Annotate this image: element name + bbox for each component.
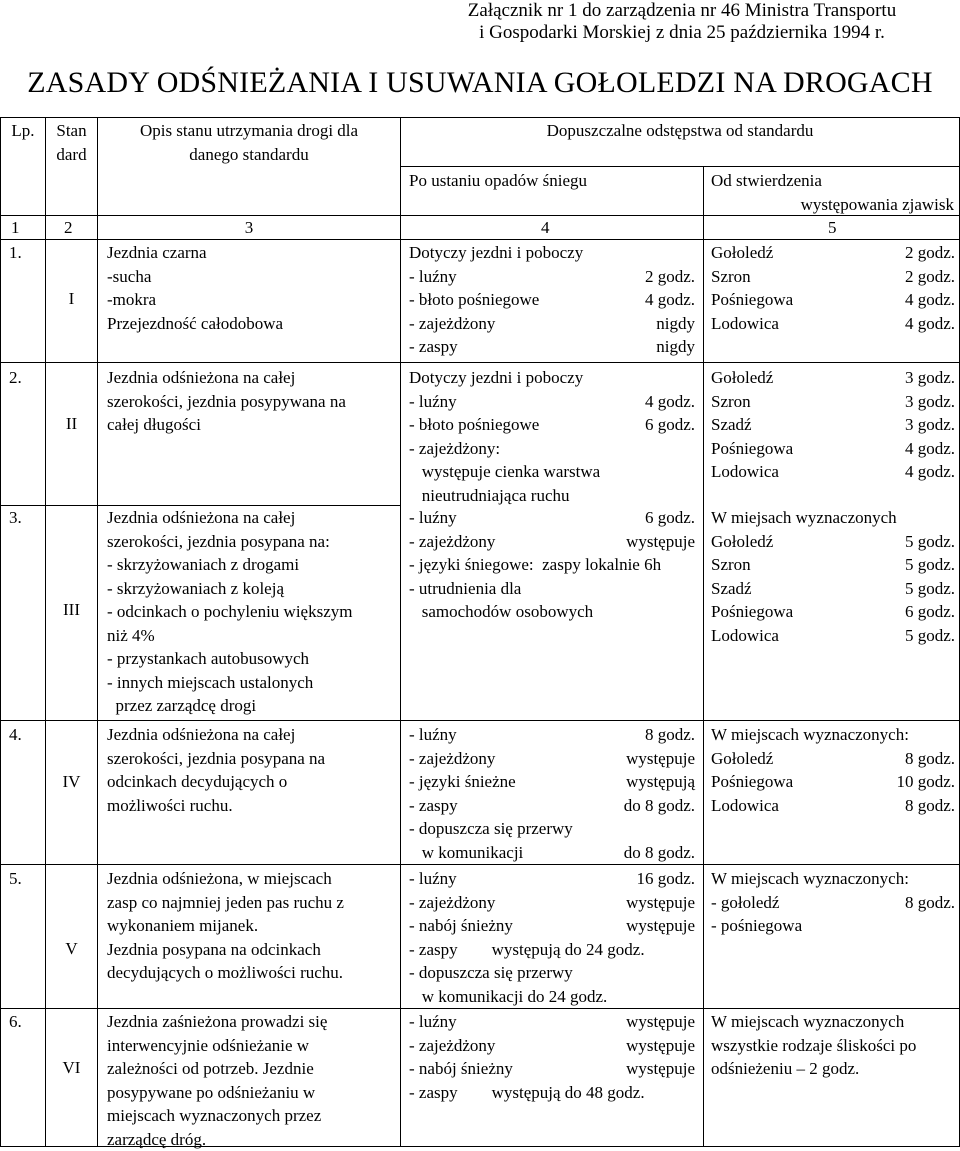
row-after-snowfall (409, 723, 695, 864)
phenomena-label: Pośniegowa (711, 600, 793, 624)
row-phenomena (711, 867, 955, 938)
after-snowfall-line (409, 265, 695, 289)
phenomena-line (711, 366, 955, 390)
phenomena-line (711, 723, 955, 747)
after-snowfall-line (409, 484, 695, 508)
phenomena-label: wszystkie rodzaje śliskości po (711, 1034, 916, 1058)
phenomena-line (711, 460, 955, 484)
description-line: - skrzyżowaniach z koleją (107, 577, 353, 601)
phenomena-value: 8 godz. (905, 891, 955, 915)
after-snowfall-line (409, 817, 695, 841)
after-snowfall-value: nigdy (656, 335, 695, 359)
header-standard: Stan dard (46, 119, 97, 166)
phenomena-line (711, 867, 955, 891)
after-snowfall-line (409, 335, 695, 359)
row-lp: 5. (9, 867, 22, 891)
phenomena-label: Pośniegowa (711, 288, 793, 312)
after-snowfall-line (409, 577, 695, 601)
after-snowfall-label: - luźny (409, 265, 457, 289)
description-line: Jezdnia odśnieżona na całej (107, 723, 325, 747)
after-snowfall-value: 8 godz. (645, 723, 695, 747)
after-snowfall-label: - zaspy występują do 24 godz. (409, 938, 645, 962)
description-line: Jezdnia zaśnieżona prowadzi się (107, 1010, 327, 1034)
after-snowfall-line (409, 366, 695, 390)
row-description (107, 723, 325, 817)
description-line: szerokości, jezdnia posypana na: (107, 530, 353, 554)
phenomena-value: 8 godz. (905, 794, 955, 818)
after-snowfall-line (409, 437, 695, 461)
after-snowfall-label: występuje cienka warstwa (409, 460, 600, 484)
phenomena-label: odśnieżeniu – 2 godz. (711, 1057, 859, 1081)
after-snowfall-label: - języki śnieżne (409, 770, 516, 794)
after-snowfall-line (409, 770, 695, 794)
phenomena-label: Pośniegowa (711, 770, 793, 794)
phenomena-line (711, 241, 955, 265)
description-line: Jezdnia odśnieżona na całej (107, 506, 353, 530)
phenomena-value: 2 godz. (905, 241, 955, 265)
description-line: zasp co najmniej jeden pas ruchu z (107, 891, 344, 915)
after-snowfall-line (409, 985, 695, 1009)
description-line: interwencyjnie odśnieżanie w (107, 1034, 327, 1058)
phenomena-label: Pośniegowa (711, 437, 793, 461)
after-snowfall-value: występuje (626, 891, 695, 915)
after-snowfall-line (409, 506, 695, 530)
after-snowfall-label: - luźny (409, 723, 457, 747)
phenomena-line (711, 1010, 955, 1034)
after-snowfall-label: - zaspy (409, 794, 458, 818)
after-snowfall-label: - utrudnienia dla (409, 577, 521, 601)
phenomena-value: 4 godz. (905, 437, 955, 461)
row-after-snowfall (409, 506, 695, 624)
phenomena-line (711, 288, 955, 312)
after-snowfall-label: samochodów osobowych (409, 600, 593, 624)
row-standard: II (46, 412, 97, 436)
after-snowfall-line (409, 891, 695, 915)
after-snowfall-line (409, 288, 695, 312)
row-after-snowfall (409, 1010, 695, 1104)
phenomena-label: Lodowica (711, 624, 779, 648)
after-snowfall-value: 6 godz. (645, 413, 695, 437)
phenomena-value: 5 godz. (905, 553, 955, 577)
row-phenomena (711, 506, 955, 647)
phenomena-line (711, 312, 955, 336)
phenomena-line (711, 265, 955, 289)
phenomena-label: Gołoledź (711, 747, 773, 771)
row-phenomena (711, 366, 955, 484)
description-line: szerokości, jezdnia posypywana na (107, 390, 346, 414)
phenomena-line (711, 577, 955, 601)
phenomena-line (711, 770, 955, 794)
row-divider-3 (0, 720, 960, 721)
phenomena-label: - gołoledź (711, 891, 779, 915)
after-snowfall-line (409, 600, 695, 624)
after-snowfall-line (409, 723, 695, 747)
row-after-snowfall (409, 241, 695, 359)
row-standard: V (46, 937, 97, 961)
description-line: -sucha (107, 265, 283, 289)
row-divider-4 (0, 864, 960, 865)
phenomena-label: Szadź (711, 413, 752, 437)
phenomena-line (711, 1057, 955, 1081)
after-snowfall-label: - błoto pośniegowe (409, 413, 539, 437)
phenomena-value: 5 godz. (905, 624, 955, 648)
row-standard: VI (46, 1056, 97, 1080)
after-snowfall-line (409, 241, 695, 265)
phenomena-line (711, 624, 955, 648)
phenomena-value: 5 godz. (905, 530, 955, 554)
after-snowfall-label: w komunikacji do 24 godz. (409, 985, 607, 1009)
phenomena-label: W miejscach wyznaczonych: (711, 867, 909, 891)
row-description (107, 867, 344, 985)
after-snowfall-label: - luźny (409, 390, 457, 414)
description-line: przez zarządcę drogi (107, 694, 353, 718)
phenomena-label: Szron (711, 553, 751, 577)
row-after-snowfall (409, 867, 695, 1008)
description-line: wykonaniem mijanek. (107, 914, 344, 938)
after-snowfall-label: w komunikacji (409, 841, 523, 865)
phenomena-line (711, 914, 955, 938)
after-snowfall-value: nigdy (656, 312, 695, 336)
description-line: miejscach wyznaczonych przez (107, 1104, 327, 1128)
phenomena-line (711, 794, 955, 818)
after-snowfall-line (409, 530, 695, 554)
phenomena-label: W miejscach wyznaczonych: (711, 723, 909, 747)
page-title: ZASADY ODŚNIEŻANIA I USUWANIA GOŁOLEDZI NA DROGACH (0, 66, 960, 100)
after-snowfall-line (409, 460, 695, 484)
col-divider-1 (45, 117, 46, 1147)
col-number-3: 3 (98, 216, 400, 240)
after-snowfall-line (409, 794, 695, 818)
after-snowfall-line (409, 841, 695, 865)
description-line: - przystankach autobusowych (107, 647, 353, 671)
after-snowfall-label: - dopuszcza się przerwy (409, 961, 573, 985)
row-lp: 3. (9, 506, 22, 530)
phenomena-value: 5 godz. (905, 577, 955, 601)
after-snowfall-label: - zajeżdżony (409, 312, 495, 336)
description-line: - odcinkach o pochyleniu większym (107, 600, 353, 624)
phenomena-line (711, 747, 955, 771)
header-line-1: Załącznik nr 1 do zarządzenia nr 46 Ministra Transportu (412, 0, 952, 22)
header-odstepstwa: Dopuszczalne odstępstwa od standardu (401, 119, 959, 143)
description-line: odcinkach decydujących o (107, 770, 325, 794)
after-snowfall-value: występują (626, 770, 695, 794)
row-after-snowfall (409, 366, 695, 507)
after-snowfall-label: - zajeżdżony: (409, 437, 500, 461)
description-line: zależności od potrzeb. Jezdnie (107, 1057, 327, 1081)
after-snowfall-line (409, 1034, 695, 1058)
after-snowfall-label: - zajeżdżony (409, 747, 495, 771)
row-lp: 2. (9, 366, 22, 390)
phenomena-label: - pośniegowa (711, 914, 802, 938)
col-divider-3 (400, 117, 401, 1147)
description-line: - innych miejscach ustalonych (107, 671, 353, 695)
after-snowfall-line (409, 961, 695, 985)
description-line: - skrzyżowaniach z drogami (107, 553, 353, 577)
description-line: Przejezdność całodobowa (107, 312, 283, 336)
table-border-top (0, 117, 960, 118)
after-snowfall-line (409, 390, 695, 414)
phenomena-line (711, 600, 955, 624)
description-line: Jezdnia odśnieżona, w miejscach (107, 867, 344, 891)
after-snowfall-value: do 8 godz. (624, 841, 695, 865)
phenomena-label: W miejscach wyznaczonych (711, 1010, 904, 1034)
phenomena-line (711, 891, 955, 915)
phenomena-value: 4 godz. (905, 460, 955, 484)
header-lp: Lp. (1, 119, 45, 143)
phenomena-line (711, 390, 955, 414)
phenomena-label: Szadź (711, 577, 752, 601)
phenomena-value: 3 godz. (905, 366, 955, 390)
after-snowfall-line (409, 1081, 695, 1105)
description-line: Jezdnia odśnieżona na całej (107, 366, 346, 390)
after-snowfall-line (409, 1010, 695, 1034)
after-snowfall-value: występuje (626, 1010, 695, 1034)
after-snowfall-label: - zajeżdżony (409, 1034, 495, 1058)
phenomena-label: Lodowica (711, 794, 779, 818)
after-snowfall-line (409, 1057, 695, 1081)
row-lp: 6. (9, 1010, 22, 1034)
after-snowfall-label: - błoto pośniegowe (409, 288, 539, 312)
after-snowfall-label: - luźny (409, 1010, 457, 1034)
after-snowfall-label: - zaspy (409, 335, 458, 359)
row-lp: 1. (9, 241, 22, 265)
phenomena-line (711, 553, 955, 577)
after-snowfall-label: - zajeżdżony (409, 530, 495, 554)
after-snowfall-value: 4 godz. (645, 390, 695, 414)
after-snowfall-label: - języki śniegowe: zaspy lokalnie 6h (409, 553, 661, 577)
phenomena-value: 10 godz. (896, 770, 955, 794)
after-snowfall-line (409, 553, 695, 577)
description-line: możliwości ruchu. (107, 794, 325, 818)
description-line: posypywane po odśnieżaniu w (107, 1081, 327, 1105)
row-standard: III (46, 598, 97, 622)
phenomena-value: 4 godz. (905, 288, 955, 312)
after-snowfall-value: 16 godz. (636, 867, 695, 891)
col-number-1: 1 (11, 216, 20, 240)
header-divider (401, 166, 960, 167)
after-snowfall-label: - dopuszcza się przerwy (409, 817, 573, 841)
after-snowfall-value: występuje (626, 530, 695, 554)
col-number-4: 4 (541, 216, 550, 240)
after-snowfall-line (409, 938, 695, 962)
phenomena-line (711, 1034, 955, 1058)
after-snowfall-value: występuje (626, 1034, 695, 1058)
description-line: Jezdnia posypana na odcinkach (107, 938, 344, 962)
after-snowfall-line (409, 413, 695, 437)
row-description (107, 506, 353, 718)
document-header (412, 0, 952, 44)
phenomena-label: Lodowica (711, 312, 779, 336)
phenomena-label: Gołoledź (711, 530, 773, 554)
phenomena-label: Szron (711, 390, 751, 414)
phenomena-line (711, 413, 955, 437)
col-number-2: 2 (64, 216, 73, 240)
row-divider-5 (0, 1008, 960, 1009)
row-phenomena (711, 241, 955, 335)
row-standard: IV (46, 770, 97, 794)
phenomena-value: 3 godz. (905, 390, 955, 414)
after-snowfall-value: 4 godz. (645, 288, 695, 312)
after-snowfall-label: - nabój śnieżny (409, 1057, 513, 1081)
after-snowfall-line (409, 312, 695, 336)
after-snowfall-label: - nabój śnieżny (409, 914, 513, 938)
after-snowfall-label: - luźny (409, 506, 457, 530)
after-snowfall-label: Dotyczy jezdni i poboczy (409, 241, 583, 265)
after-snowfall-label: - luźny (409, 867, 457, 891)
after-snowfall-label: Dotyczy jezdni i poboczy (409, 366, 583, 390)
row-description (107, 1010, 327, 1151)
row-description (107, 241, 283, 335)
col-divider-2 (97, 117, 98, 1147)
description-line: niż 4% (107, 624, 353, 648)
after-snowfall-value: występuje (626, 914, 695, 938)
phenomena-label: Lodowica (711, 460, 779, 484)
row-lp: 4. (9, 723, 22, 747)
row-standard: I (46, 287, 97, 311)
header-po-ustaniu: Po ustaniu opadów śniegu (409, 169, 587, 193)
after-snowfall-line (409, 867, 695, 891)
row-phenomena (711, 1010, 955, 1081)
col-divider-4 (703, 166, 704, 1147)
after-snowfall-label: nieutrudniająca ruchu (409, 484, 570, 508)
phenomena-line (711, 506, 955, 530)
phenomena-line (711, 530, 955, 554)
phenomena-value: 4 godz. (905, 312, 955, 336)
phenomena-value: 6 godz. (905, 600, 955, 624)
phenomena-line (711, 437, 955, 461)
header-opis: Opis stanu utrzymania drogi dla danego standardu (98, 119, 400, 166)
after-snowfall-value: występuje (626, 1057, 695, 1081)
after-snowfall-label: - zaspy występują do 48 godz. (409, 1081, 645, 1105)
after-snowfall-label: - zajeżdżony (409, 891, 495, 915)
phenomena-label: Gołoledź (711, 366, 773, 390)
header-od-stwierdzenia: Od stwierdzenia występowania zjawisk (711, 169, 954, 216)
description-line: Jezdnia czarna (107, 241, 283, 265)
phenomena-value: 3 godz. (905, 413, 955, 437)
description-line: decydujących o możliwości ruchu. (107, 961, 344, 985)
after-snowfall-value: 2 godz. (645, 265, 695, 289)
after-snowfall-line (409, 747, 695, 771)
phenomena-value: 2 godz. (905, 265, 955, 289)
table-border-left (0, 117, 1, 1147)
phenomena-label: Szron (711, 265, 751, 289)
description-line: -mokra (107, 288, 283, 312)
phenomena-label: Gołoledź (711, 241, 773, 265)
row-description (107, 366, 346, 437)
row-phenomena (711, 723, 955, 817)
after-snowfall-value: do 8 godz. (624, 794, 695, 818)
description-line: zarządcę dróg. (107, 1128, 327, 1151)
phenomena-label: W miejsach wyznaczonych (711, 506, 897, 530)
description-line: szerokości, jezdnia posypana na (107, 747, 325, 771)
after-snowfall-value: występuje (626, 747, 695, 771)
col-number-5: 5 (828, 216, 837, 240)
row-divider-1 (0, 362, 960, 363)
phenomena-value: 8 godz. (905, 747, 955, 771)
header-line-2: i Gospodarki Morskiej z dnia 25 października 1994 r. (412, 22, 952, 44)
after-snowfall-value: 6 godz. (645, 506, 695, 530)
description-line: całej długości (107, 413, 346, 437)
after-snowfall-line (409, 914, 695, 938)
